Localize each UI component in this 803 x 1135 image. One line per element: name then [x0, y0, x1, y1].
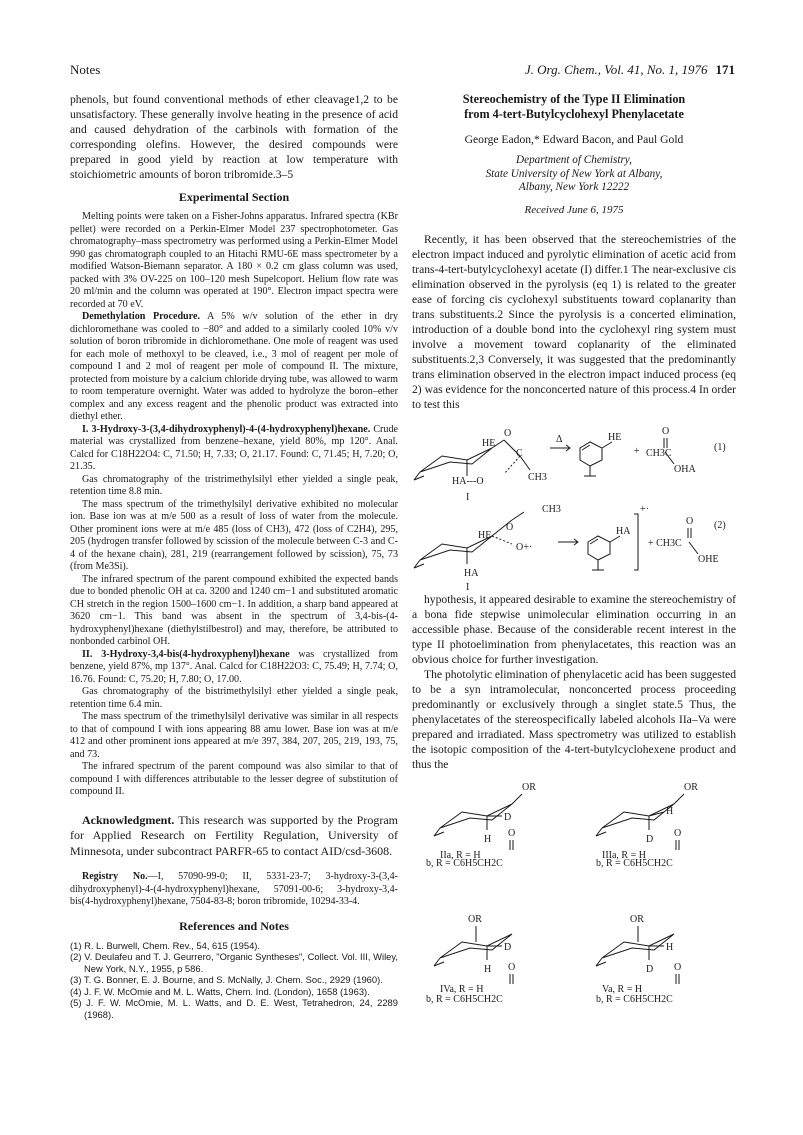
- label-O: O: [504, 427, 512, 439]
- affiliation-line-1: Department of Chemistry,: [516, 154, 632, 166]
- running-header-section: Notes: [70, 62, 101, 77]
- label-O-acid-2: O: [686, 515, 694, 527]
- affiliation-line-3: Albany, New York 12222: [518, 181, 630, 193]
- running-header-journal: [525, 62, 735, 78]
- registry-numbers: [70, 871, 398, 909]
- compound-ii-text: was crystallized from benzene, yield 87%, mp 137°. Anal. Calcd for C18H22O3: C, 75.49; H, 7.74; O, 16.76. Found: C, 75.20; H, 7.80; O, 17.00.: [70, 648, 398, 685]
- journal-citation: J. Org. Chem., Vol. 41, No. 1, 1976: [524, 62, 708, 77]
- label-HA-O: HA---O: [452, 475, 484, 487]
- reaction-scheme-svg: [412, 412, 736, 592]
- exp-paragraph-5: The mass spectrum of the trimethylsilyl derivative exhibited no molecular ion. Base ion was at m/e 500 as a result of loss of water from the molecule. Other prominent ions were at m/e 485 (loss of CH3), 472 (loss of C2H4), 295, 205 (hydrogen transfer followed by scission of the molecule between C-3 and C-4 of the hexane chain), 281, 219 (rearrangement followed by scission), 75, 73 (from Me3Si).: [70, 498, 398, 572]
- IIa-OR: OR: [522, 781, 536, 793]
- scheme-eq-2-labels: [464, 504, 726, 592]
- IIa-caption: IIa, R = H: [440, 849, 481, 861]
- authors: George Eadon,* Edward Bacon, and Paul Gold: [464, 133, 684, 146]
- acknowledgment: [70, 813, 398, 860]
- label-CH3: CH3: [528, 471, 547, 483]
- equation-number-1: (1): [714, 441, 726, 453]
- reference-item: (3) T. G. Bonner, E. J. Bourne, and S. McNally, J. Chem. Soc., 2929 (1960).: [70, 974, 383, 986]
- registry-text: —I, 57090-99-0; II, 5331-23-7; 3-hydroxy-3-(3,4-dihydroxyphenyl)-4-(4-hydroxyphenyl)hexane, 57091-00-6; 3-hydroxy-3,4-bis(4-hydroxyphenyl)hexane, 7504-83-8; boron tribromide, 10294-33-4.: [70, 871, 398, 907]
- IVa-H: H: [484, 963, 492, 975]
- intro-paragraph: phenols, but found conventional methods of ether cleavage1,2 to be unsatisfactory. These generally involve heating in the presence of acid and caused dehydration of the carbinols with formation of the corresponding olefins. However, the desired compounds were prepared in good yield by reaction at low temperature with stoichiometric amounts of boron tribromide.3–5: [70, 93, 398, 181]
- label-I: I: [466, 491, 470, 503]
- label-OHA: OHA: [674, 463, 696, 475]
- right-column: [412, 92, 736, 1042]
- references-heading: References and Notes: [179, 918, 289, 933]
- label-plus-CH3C: + CH3C: [648, 537, 682, 549]
- IVa-caption: IVa, R = H: [440, 983, 484, 995]
- label-CH3C: CH3C: [646, 447, 672, 459]
- body-paragraph-1: Recently, it has been observed that the stereochemistries of the electron impact induced and pyrolytic elimination of acetic acid from trans-4-tert-butylcyclohexyl acetate (I) differ.1 The near-exclusive cis elimination observed in the pyrolysis (eq 1) is related to the greater ease of forcing cis cyclohexyl substituents toward coplanarity than trans substituents.2 Since the pyrolysis is a concerted elimination, introduction of a double bond into the cyclohexyl ring system must involve a movement toward coplanarity of the eliminated substituents.2,3 Conversely, it was suggested that the predominantly trans elimination observed in the electron impact induced process (eq 2) was evidence for the nonconcerted nature of this process.4 In order to test this: [412, 232, 736, 411]
- exp-paragraph-2: [70, 311, 398, 424]
- label-O-radcat: O+·: [516, 541, 533, 553]
- IIIa-caption: IIIa, R = H: [602, 849, 646, 861]
- article-title: [412, 92, 736, 122]
- cyclohexene-ring-2: [588, 536, 610, 560]
- demethylation-text: A 5% w/v solution of the ether in dry dichloromethane was cooled to −80° and added to a similarly cooled 10% v/v solution of boron tribromide in dichloromethane. One mole of reagent was used for each mole of methoxyl to be cleaved, i.e., 3 mol of reagent per mole of compound I and 2 mol of reagent per mole of compound II. The mixture, protected from moisture by a calcium chloride drying tube, was allowed to warm to room temperature overnight. Water was added to hydrolyze the boron–ether complex and any excess reagent and the phenolic product was extracted into diethyl ether.: [70, 311, 398, 422]
- acknowledgment-heading: Acknowledgment.: [82, 812, 175, 827]
- label-radical-cation: +·: [640, 503, 649, 515]
- compound-i-text: Crude material was crystallized from benzene–hexane, yield 80%, mp 120°. Anal. Calcd for C18H22O4: C, 71.50; H, 7.33; O, 21.17. Found: C, 71.45; H, 7.20; O, 21.35.: [70, 423, 398, 472]
- compound-i-heading: I. 3-Hydroxy-3-(3,4-dihydroxyphenyl)-4-(4-hydroxyphenyl)hexane.: [82, 423, 371, 435]
- reference-item: (2) V. Deulafeu and T. J. Geurrero, "Organic Syntheses", Collect. Vol. III, Wiley, New York, N.Y., 1955, p 586.: [70, 951, 398, 974]
- IIa-b-caption: b, R = C6H5CH2C: [426, 857, 503, 869]
- received-date: Received June 6, 1975: [524, 203, 624, 216]
- reference-item: (5) J. F. W. McOmie, M. L. Watts, and D. E. West, Tetrahedron, 24, 2289 (1968).: [70, 997, 398, 1021]
- exp-paragraph-9: The mass spectrum of the trimethylsilyl derivative was similar in all respects to that of compound I with ions appearing 88 amu lower. Base ion was at m/e 412 and other prominent ions appeared at m/e 397, 384, 207, 205, 219, 193, 75, and 73.: [70, 711, 398, 760]
- demethylation-heading: Demethylation Procedure.: [82, 311, 200, 322]
- exp-paragraph-1: Melting points were taken on a Fisher-Johns apparatus. Infrared spectra (KBr pellet) were recorded on a Perkin-Elmer Model 237 spectrophotometer. Gas chromatography–mass spectrometry was performed using a Perkin-Elmer Model 990 gas chromatograph coupled to an Hitachi RMU-6E mass spectrometer by a modified Watson-Biemann separator. A 180 × 0.2 cm glass column was used, packed with 3% OV-225 on 100–120 mesh Supelcoport. Helium flow rate was 20 ml/min and the column was operated at 190°. Electron impact spectra were recorded at 70 eV.: [70, 211, 398, 310]
- IVa-b-caption: b, R = C6H5CH2C: [426, 993, 503, 1005]
- registry-heading: Registry No.: [82, 871, 148, 882]
- references-list: [70, 940, 398, 1021]
- IVa-D: D: [504, 941, 512, 953]
- label-plus: +: [634, 445, 640, 457]
- Va-caption: Va, R = H: [602, 983, 643, 995]
- label-O-2: O: [506, 521, 514, 533]
- affiliation-line-2: State University of New York at Albany,: [485, 167, 663, 180]
- equation-number-2: (2): [714, 519, 726, 531]
- structure-bonds: [434, 794, 684, 984]
- IIIa-b-caption: b, R = C6H5CH2C: [596, 857, 673, 869]
- compound-ii-heading: II. 3-Hydroxy-3,4-bis(4-hydroxyphenyl)hexane: [82, 648, 290, 660]
- structure-labels: [426, 782, 698, 1005]
- IVa-O: O: [508, 961, 516, 973]
- experimental-heading: Experimental Section: [178, 190, 290, 204]
- label-HA-2: HA: [464, 567, 479, 579]
- IIIa-D: D: [646, 833, 654, 845]
- label-OHE: OHE: [698, 553, 719, 565]
- Va-b-caption: b, R = C6H5CH2C: [596, 993, 673, 1005]
- compound-structures-svg: [412, 772, 736, 1042]
- chair-IIIa: [602, 804, 674, 828]
- exp-paragraph-6: The infrared spectrum of the parent compound exhibited the expected bands due to bonded phenolic OH at ca. 3200 and 1240 cm−1 and substituted aromatic CH stretch in the region 1500–1600 cm−1. In addition, a sharp band appeared at 3620 cm−1. This band was absent in the spectrum of 3,4-bis-(4-hydroxyphenyl)hexane (diethylstilbestrol) and may, therefore, be attributed to nonbonded carbinol OH.: [70, 573, 398, 647]
- exp-paragraph-8: Gas chromatography of the bistrimethylsilyl ether yielded a single peak, retention time 6.4 min.: [70, 686, 398, 710]
- exp-paragraph-7: [70, 649, 398, 687]
- cyclohexene-ring-1: [580, 442, 602, 466]
- page-number: 171: [715, 62, 735, 77]
- Va-D: D: [646, 963, 654, 975]
- IVa-OR: OR: [468, 913, 482, 925]
- label-C: C: [516, 447, 523, 459]
- Va-OR: OR: [630, 913, 644, 925]
- label-O-acid: O: [662, 425, 670, 437]
- scheme-eq-1-labels: [452, 426, 726, 503]
- left-column: [70, 92, 398, 1021]
- title-line-1: Stereochemistry of the Type II Elimination: [462, 92, 686, 106]
- reference-item: (4) J. F. W. McOmie and M. L. Watts, Chem. Ind. (London), 1658 (1963).: [70, 985, 370, 997]
- label-CH3-2: CH3: [542, 503, 561, 515]
- IIIa-OR: OR: [684, 781, 698, 793]
- exp-paragraph-10: The infrared spectrum of the parent compound was also similar to that of compound I with differences attributable to the lesser degree of substitution of compound II.: [70, 761, 398, 797]
- label-I-2: I: [466, 581, 470, 592]
- affiliation: [412, 154, 736, 195]
- Va-H: H: [666, 941, 674, 953]
- label-HE: HE: [482, 437, 496, 449]
- IIa-H: H: [484, 833, 492, 845]
- body-paragraph-3: The photolytic elimination of phenylacetic acid has been suggested to be a syn intramolecular, nonconcerted process proceeding predominantly or exclusively through a singlet state.5 Thus, the phenylacetates of the stereospecifically labeled alcohols IIa–Va were prepared and irradiated. Mass spectrometry was utilized to establish the isotopic composition of the 4-tert-butylcyclohexene product and thus the: [412, 667, 736, 771]
- exp-paragraph-4: Gas chromatography of the tristrimethylsilyl ether yielded a single peak, retention time 8.8 min.: [70, 473, 398, 497]
- label-delta: Δ: [556, 433, 563, 445]
- label-HA-product: HA: [616, 525, 631, 537]
- IIa-O: O: [508, 827, 516, 839]
- cyclohexane-chair-1: [420, 448, 492, 472]
- Va-O: O: [674, 961, 682, 973]
- reference-item: (1) R. L. Burwell, Chem. Rev., 54, 615 (1954).: [70, 939, 261, 951]
- IIa-D: D: [504, 811, 512, 823]
- exp-paragraph-3: [70, 424, 398, 474]
- IIIa-O: O: [674, 827, 682, 839]
- acknowledgment-text: This research was supported by the Program for Applied Research on Fertility Regulation, University of Minnesota, under subcontract PARFR-65 to contact AID/csd-3608.: [70, 812, 398, 858]
- title-line-2: from 4-tert-Butylcyclohexyl Phenylacetate: [464, 107, 684, 121]
- body-paragraph-2: hypothesis, it appeared desirable to examine the stereochemistry of a bona fide stepwise unimolecular elimination occurring in an accessible phase. Because of the considerable recent interest in the type II photoelimination from phenylacetates, this reaction was an obvious choice for further investigation.: [412, 592, 736, 666]
- IIIa-H: H: [666, 805, 674, 817]
- label-HE-2: HE: [478, 529, 492, 541]
- experimental-body: [70, 211, 398, 799]
- label-HE-product: HE: [608, 431, 622, 443]
